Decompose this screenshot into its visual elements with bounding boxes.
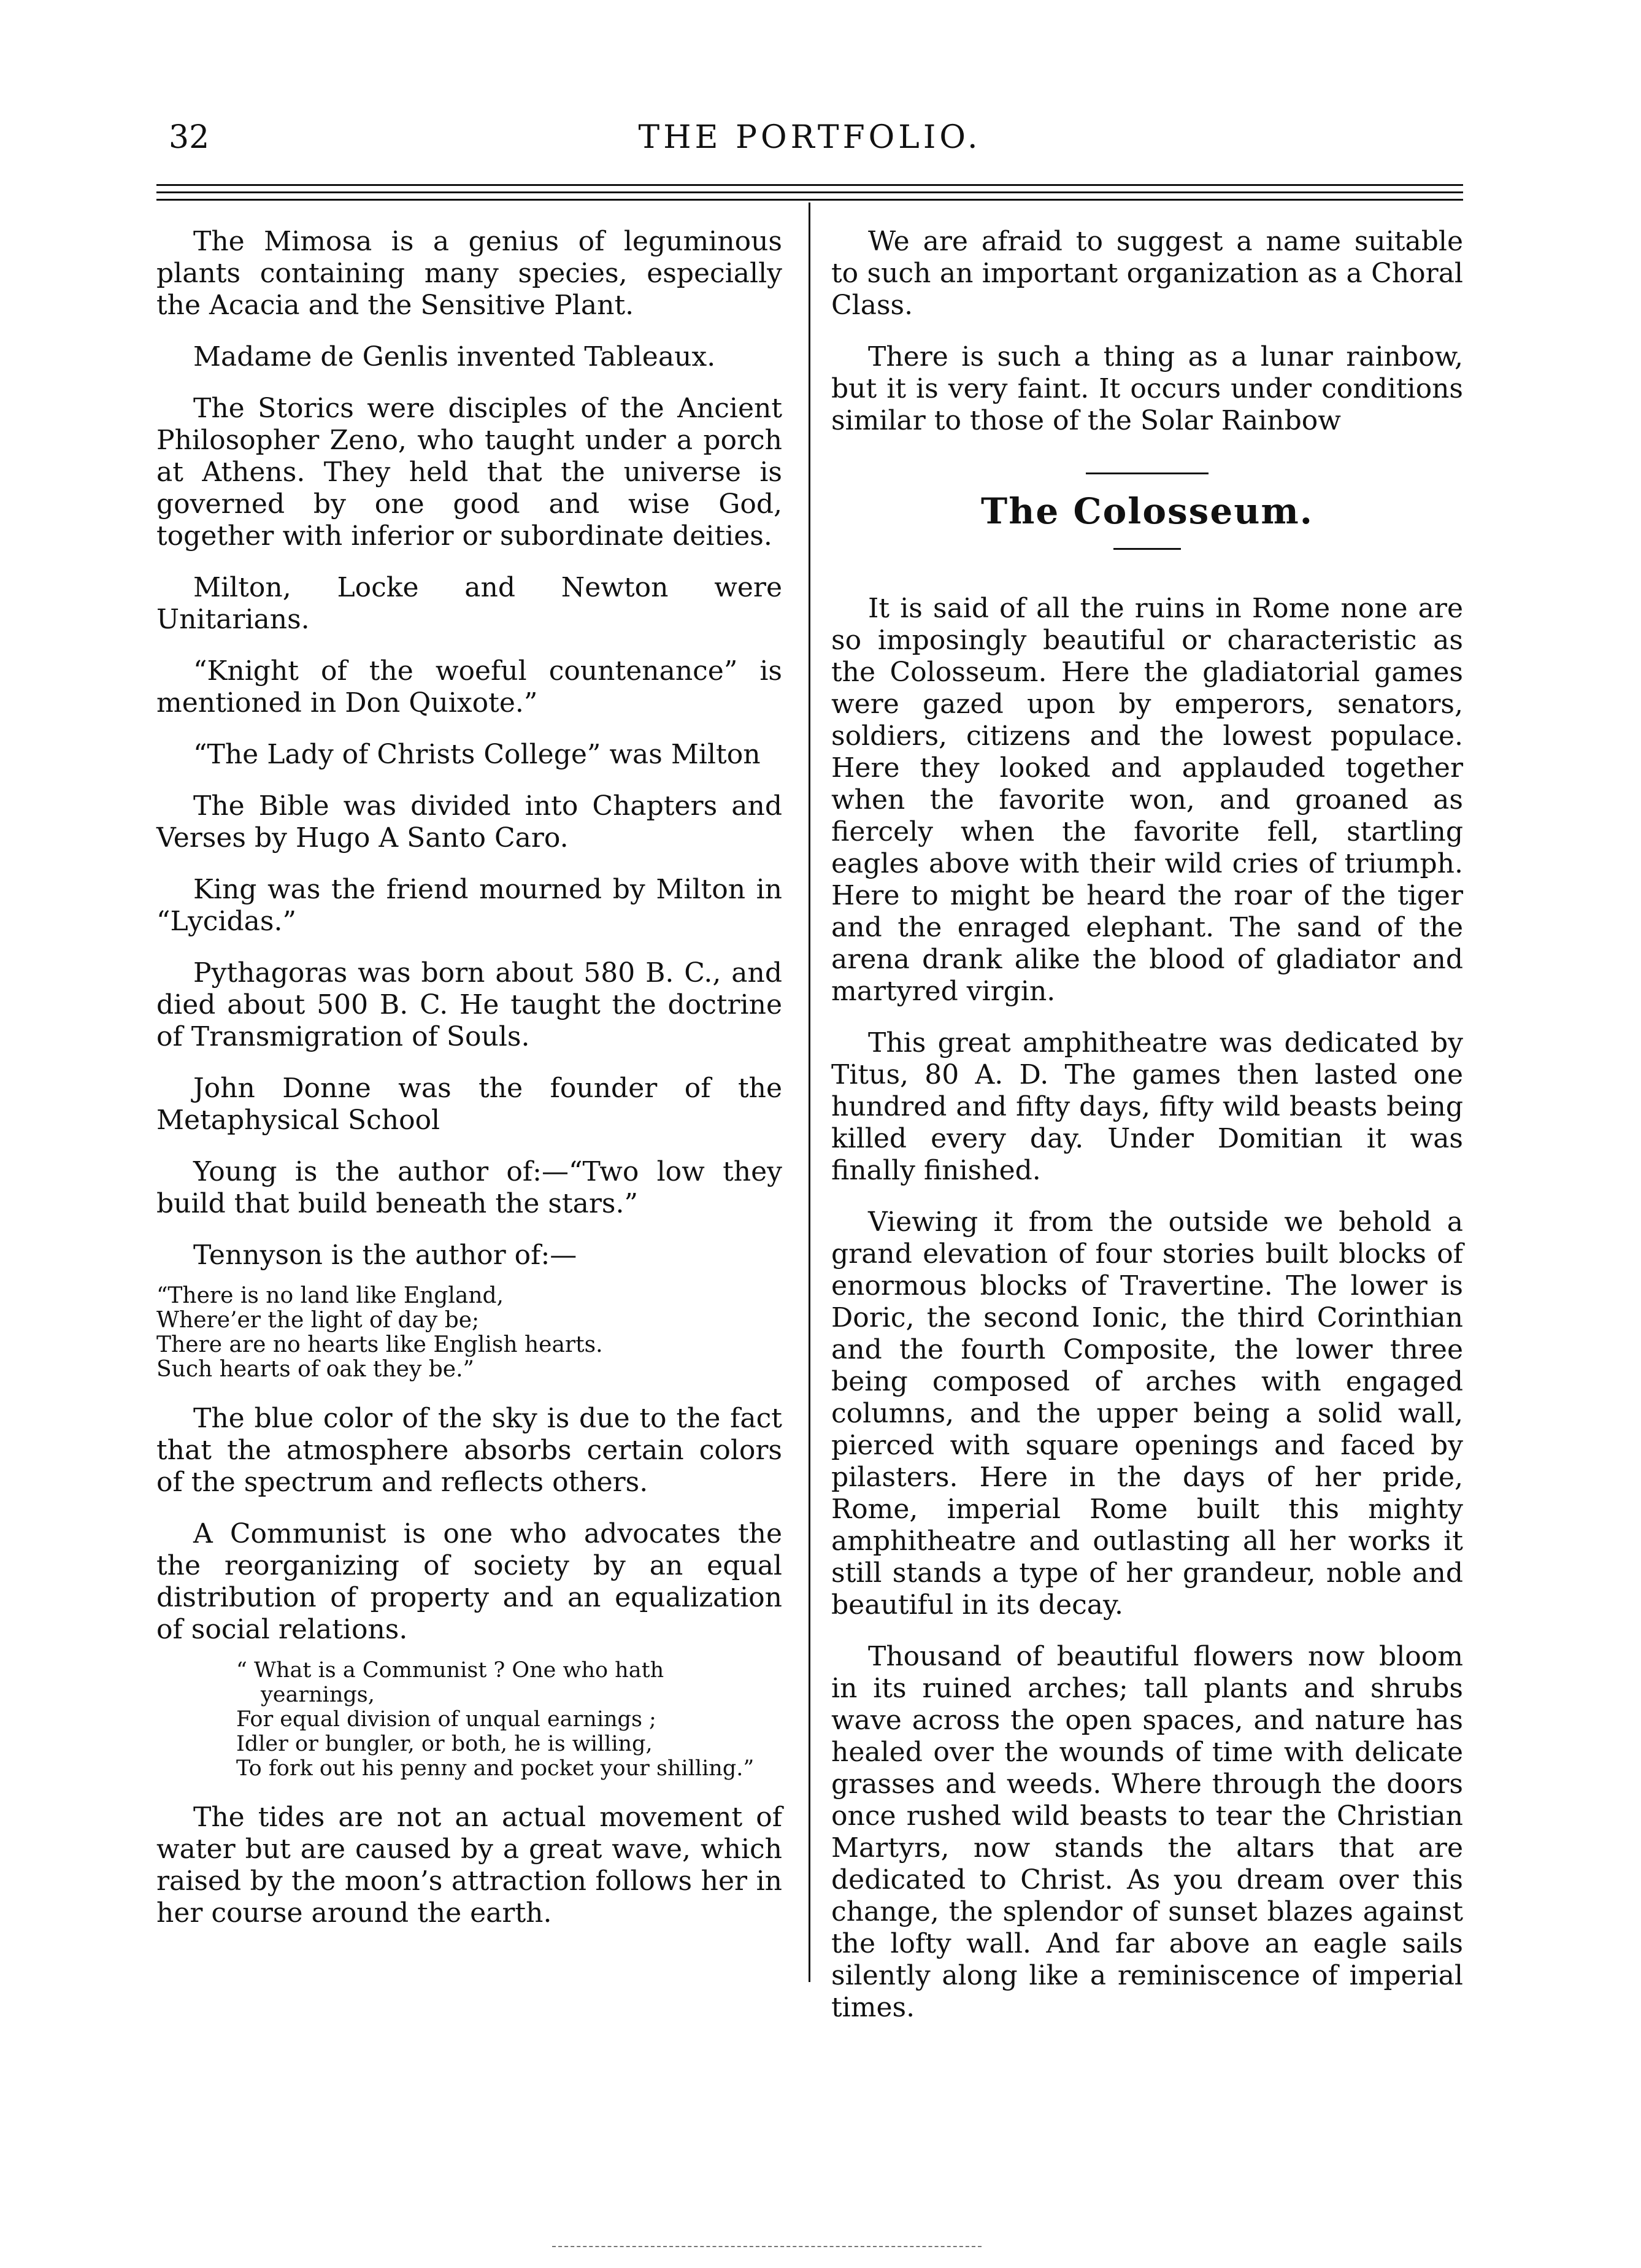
running-title: THE PORTFOLIO. <box>638 119 982 156</box>
tennyson-verse <box>156 1284 782 1382</box>
verse-line: Such hearts of oak they be.” <box>156 1357 474 1382</box>
paragraph: “The Lady of Christs College” was Milton <box>193 739 761 770</box>
page-number: 32 <box>169 119 210 156</box>
paragraph: The Storics were disciples of the Ancient Philosopher Zeno, who taught under a porch at Athens. They held that the universe is governed by one good and wise God, together with inferior or subordinate deities. <box>156 393 782 552</box>
paragraph: The Bible was divided into Chapters and Verses by Hugo A Santo Caro. <box>156 790 782 854</box>
paragraph: The tides are not an actual movement of water but are caused by a great wave, which raised by the moon’s attraction follows her in her course around the earth. <box>156 1802 782 1929</box>
paragraph: The blue color of the sky is due to the fact that the atmosphere absorbs certain colors of the spectrum and reflects others. <box>156 1403 782 1498</box>
paragraph: Madame de Genlis invented Tableaux. <box>193 341 716 372</box>
paragraph: Viewing it from the outside we behold a grand elevation of four stories built blocks of enormous blocks of Travertine. The lower is Doric, the second Ionic, the third Corinthian and the fourth Composite, the lower three being composed of arches with engaged columns, and the upper being a solid wall, pierced with square openings and faced by pilasters. Here in the days of her pride, Rome, imperial Rome built this mighty amphitheatre and outlasting all her works it still stands a type of her grandeur, noble and beautiful in its decay. <box>831 1206 1463 1621</box>
column-divider <box>809 202 810 1982</box>
verse-line: There are no hearts like English hearts. <box>156 1332 603 1357</box>
paragraph: This great amphitheatre was dedicated by Titus, 80 A. D. The games then lasted one hundred and fifty days, fifty wild beasts being killed every day. Under Domitian it was finally finished. <box>831 1027 1463 1186</box>
paragraph: The Mimosa is a genius of leguminous plants containing many species, especially the Acacia and the Sensitive Plant. <box>156 226 782 321</box>
paragraph: A Communist is one who advocates the the reorganizing of society by an equal distribution of property and an equalization of social relations. <box>156 1518 782 1645</box>
paragraph: “Knight of the woeful countenance” is mentioned in Don Quixote.” <box>156 655 782 719</box>
header-rule <box>156 199 1463 201</box>
left-column <box>156 226 782 1949</box>
paragraph: It is said of all the ruins in Rome none are so imposingly beautiful or characteristic as the Colosseum. Here the gladiatorial games were gazed upon by emperors, senators, soldiers, citizens and the lowest populace. Here they looked and applauded together when the favorite won, and groaned as fiercely when the favorite fell, startling eagles above with their wild cries of triumph. Here to might be heard the roar of the tiger and the enraged elephant. The sand of the arena drank alike the blood of gladiator and martyred virgin. <box>831 593 1463 1007</box>
paragraph: We are afraid to suggest a name suitable to such an important organization as a Choral Class. <box>831 226 1463 321</box>
right-column <box>831 226 1463 2043</box>
communist-verse <box>236 1658 782 1781</box>
verse-line: For equal division of unqual earnings ; <box>236 1707 656 1732</box>
section-heading <box>831 472 1463 550</box>
footer-marks <box>552 2246 982 2247</box>
paragraph: King was the friend mourned by Milton in “Lycidas.” <box>156 874 782 937</box>
paragraph: There is such a thing as a lunar rainbow, but it is very faint. It occurs under conditions similar to those of the Solar Rainbow <box>831 341 1463 436</box>
verse-line: “ What is a Communist ? One who hath yearnings, <box>236 1658 664 1707</box>
section-title: The Colosseum. <box>981 490 1313 532</box>
paragraph: Milton, Locke and Newton were Unitarians. <box>156 572 782 635</box>
verse-line: To fork out his penny and pocket your shilling.” <box>236 1756 755 1781</box>
header-rule <box>156 184 1463 186</box>
header-rule <box>156 191 1463 193</box>
verse-line: Where’er the light of day be; <box>156 1308 480 1333</box>
page-header <box>156 110 1463 172</box>
paragraph: Thousand of beautiful flowers now bloom in its ruined arches; tall plants and shrubs wave across the open spaces, and nature has healed over the wounds of time with delicate grasses and weeds. Where through the doors once rushed wild beasts to tear the Christian Martyrs, now stands the altars that are dedicated to Christ. As you dream over this change, the splendor of sunset blazes against the lofty wall. And far above an eagle sails silently along like a reminiscence of imperial times. <box>831 1641 1463 2023</box>
paragraph: Pythagoras was born about 580 B. C., and died about 500 B. C. He taught the doctrine of Transmigration of Souls. <box>156 957 782 1052</box>
heading-rule <box>1113 548 1181 550</box>
verse-line: Idler or bungler, or both, he is willing, <box>236 1732 653 1756</box>
heading-rule <box>1086 472 1209 474</box>
paragraph: Tennyson is the author of:— <box>193 1240 577 1271</box>
verse-line: “There is no land like England, <box>156 1283 504 1308</box>
paragraph: Young is the author of:—“Two low they build that build beneath the stars.” <box>156 1156 782 1219</box>
paragraph: John Donne was the founder of the Metaphysical School <box>156 1073 782 1136</box>
